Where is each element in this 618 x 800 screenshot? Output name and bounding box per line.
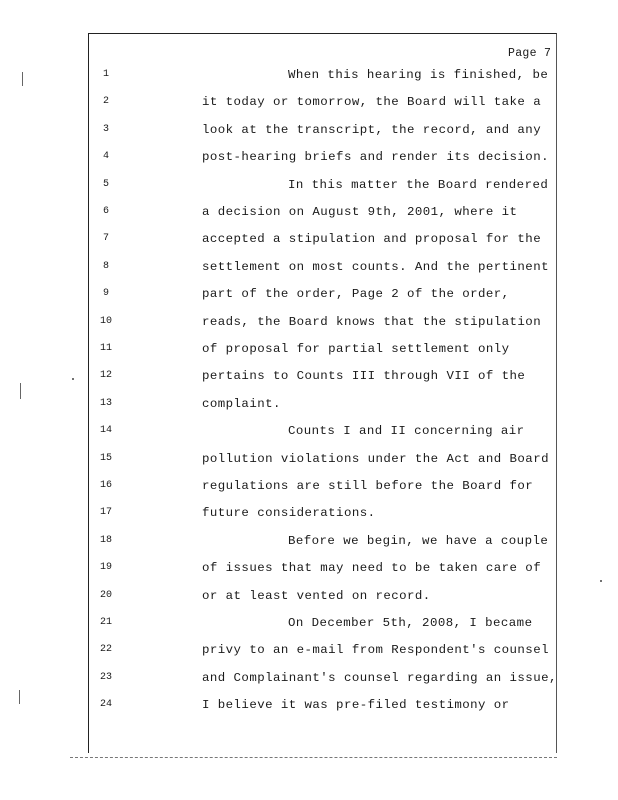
transcript-line: reads, the Board knows that the stipulation [202,314,542,329]
line-number: 12 [99,370,112,382]
page-bottom-rule [70,757,557,758]
transcript-line: pertains to Counts III through VII of the [202,369,526,384]
scan-mark [22,72,23,86]
transcript-line: it today or tomorrow, the Board will take a [202,95,542,110]
transcript-line: Before we begin, we have a couple [288,533,549,548]
line-number: 19 [99,562,112,574]
page-number: Page 7 [508,47,552,60]
line-number: 16 [99,480,112,491]
transcript-line: settlement on most counts. And the pertinent [202,259,549,274]
transcript-line: When this hearing is finished, be [288,68,549,82]
line-number: 5 [102,178,109,190]
transcript-line: and Complainant's counsel regarding an issue, [202,670,557,685]
transcript-line: or at least vented on record. [202,588,431,603]
transcript-line: a decision on August 9th, 2001, where it [202,205,518,219]
transcript-line: of proposal for partial settlement only [202,342,510,356]
transcript-line: post-hearing briefs and render its decision. [202,150,549,165]
transcript-line: Counts I and II concerning air [288,424,525,439]
scan-speck [72,378,74,380]
line-number: 18 [99,534,112,546]
transcript-line: privy to an e-mail from Respondent's counsel [202,643,549,658]
transcript-line: look at the transcript, the record, and any [202,122,542,137]
transcript-line: part of the order, Page 2 of the order, [202,287,510,302]
transcript-line: accepted a stipulation and proposal for the [202,232,542,247]
line-number: 24 [99,699,112,711]
line-number: 21 [99,617,112,628]
line-number: 4 [102,151,109,163]
transcript-line: On December 5th, 2008, I became [288,616,533,630]
line-number: 9 [102,288,109,300]
line-number: 1 [102,69,109,80]
transcript-line: regulations are still before the Board for [202,479,534,493]
line-number: 10 [99,315,112,327]
line-number: 6 [102,206,109,217]
line-number: 14 [99,425,112,437]
line-number: 20 [99,589,112,601]
line-number: 22 [99,644,112,656]
transcript-line: pollution violations under the Act and Board [202,451,549,466]
line-number: 11 [99,343,112,354]
transcript-line: I believe it was pre-filed testimony or [202,698,510,713]
line-number: 23 [99,671,112,683]
transcript-line: complaint. [202,396,281,411]
transcript-line: In this matter the Board rendered [288,177,549,192]
line-number: 15 [99,452,112,464]
line-number: 8 [102,260,109,272]
line-number: 3 [102,123,109,135]
line-number: 2 [102,96,109,108]
line-number: 13 [99,397,112,409]
transcript-line: of issues that may need to be taken care of [202,561,542,576]
line-number: 17 [99,507,112,519]
scan-mark [19,690,20,704]
scan-mark [20,383,21,399]
scan-speck [600,580,602,582]
transcript-line: future considerations. [202,506,376,521]
line-number: 7 [102,233,109,245]
